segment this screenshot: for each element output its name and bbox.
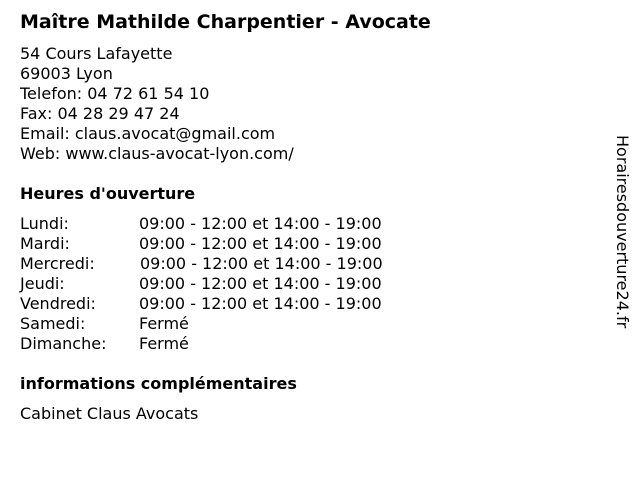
web-line: Web: www.claus-avocat-lyon.com/	[20, 144, 294, 163]
phone-line: Telefon: 04 72 61 54 10	[20, 84, 210, 103]
hours-value: 09:00 - 12:00 et 14:00 - 19:00	[139, 294, 382, 313]
hours-value: 09:00 - 12:00 et 14:00 - 19:00	[139, 214, 382, 233]
email-line: Email: claus.avocat@gmail.com	[20, 124, 276, 143]
address-city: 69003 Lyon	[20, 64, 113, 83]
hours-value: 09:00 - 12:00 et 14:00 - 19:00	[139, 234, 382, 253]
hours-value: Fermé	[139, 334, 189, 353]
hours-value: 09:00 - 12:00 et 14:00 - 19:00	[140, 254, 383, 273]
additional-info-text: Cabinet Claus Avocats	[20, 404, 199, 423]
day-label: Lundi:	[20, 214, 69, 233]
day-label: Samedi:	[20, 314, 86, 333]
day-label: Jeudi:	[20, 274, 65, 293]
address-street: 54 Cours Lafayette	[20, 44, 173, 63]
additional-info-heading: informations complémentaires	[20, 374, 297, 393]
day-label: Vendredi:	[20, 294, 96, 313]
opening-hours-heading: Heures d'ouverture	[20, 184, 196, 203]
page-title: Maître Mathilde Charpentier - Avocate	[20, 11, 431, 33]
day-label: Dimanche:	[20, 334, 107, 353]
contact-block	[20, 44, 294, 164]
day-label: Mardi:	[20, 234, 70, 253]
fax-line: Fax: 04 28 29 47 24	[20, 104, 180, 123]
hours-value: Fermé	[139, 314, 189, 333]
hours-value: 09:00 - 12:00 et 14:00 - 19:00	[139, 274, 382, 293]
site-watermark: Horairesdouverture24.fr	[613, 135, 632, 329]
day-label: Mercredi:	[20, 254, 95, 273]
